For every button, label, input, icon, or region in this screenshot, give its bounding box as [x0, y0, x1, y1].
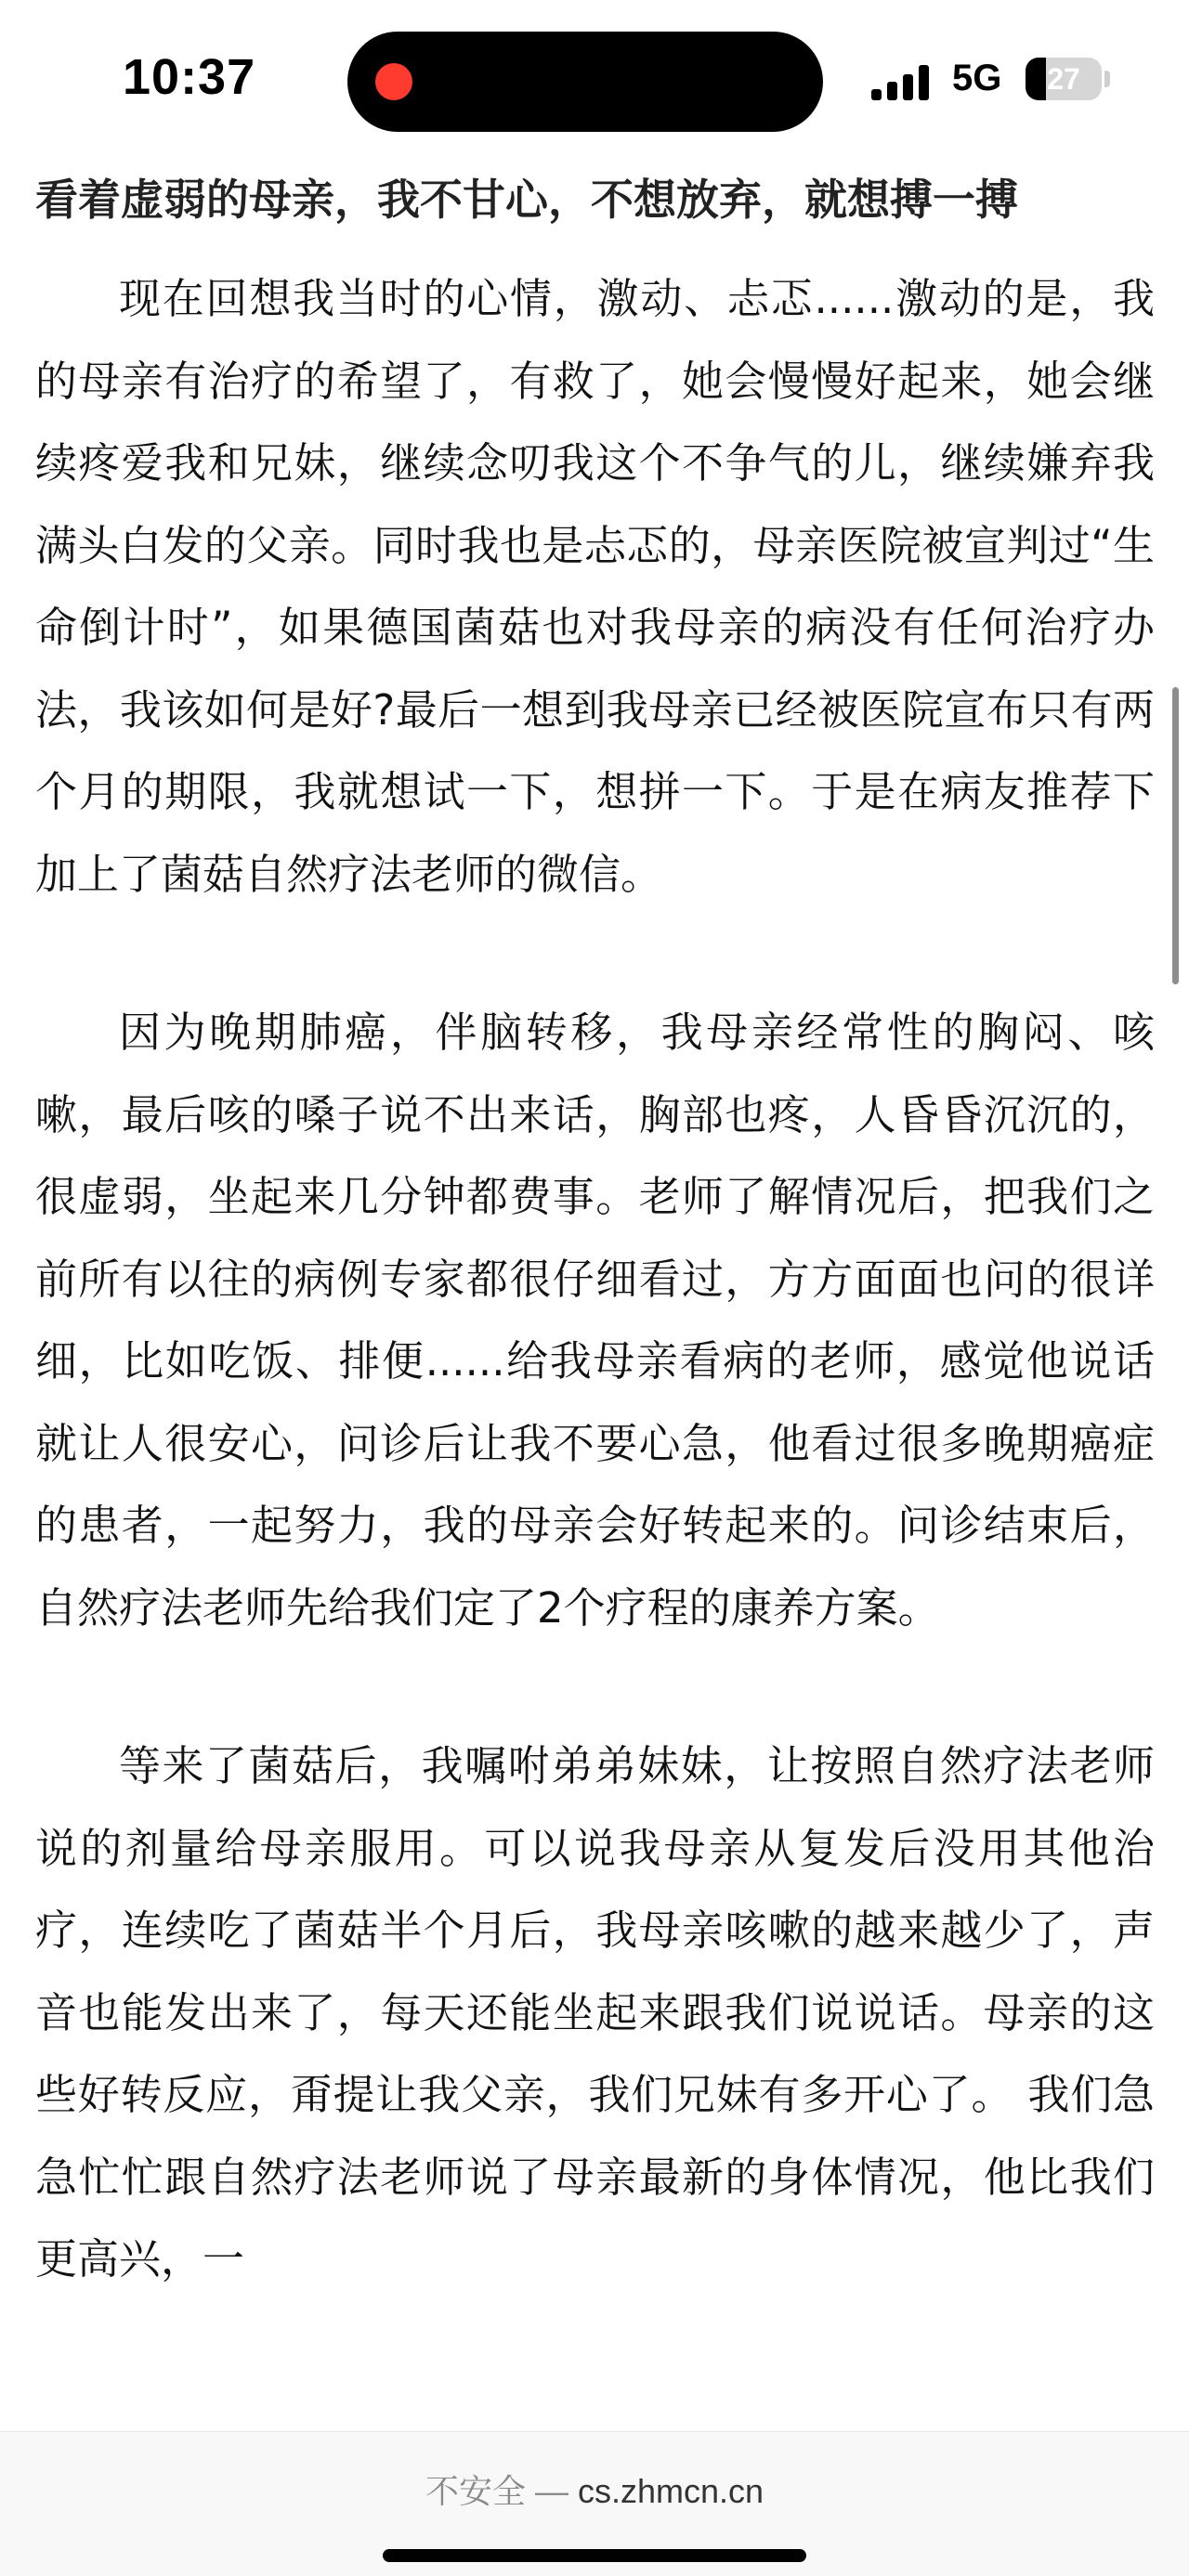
- status-time: 10:37: [123, 49, 256, 105]
- battery-level: 27: [1047, 62, 1080, 96]
- address-bar[interactable]: [0, 2465, 1189, 2513]
- network-type-label: 5G: [952, 58, 1002, 98]
- article-content: [35, 158, 1155, 2301]
- dynamic-island[interactable]: [347, 32, 823, 132]
- battery-cap: [1104, 71, 1110, 87]
- article-heading: 看着虚弱的母亲，我不甘心，不想放弃，就想搏一搏: [35, 175, 1018, 225]
- recording-dot-icon: [375, 63, 412, 100]
- article-paragraph: 等来了菌菇后，我嘱咐弟弟妹妹，让按照自然疗法老师说的剂量给母亲服用。可以说我母亲从复发后没用其他治疗，连续吃了菌菇半个月后，我母亲咳嗽的越来越少了，声音也能发出来了，每天还能坐起来跟我们说说话。母亲的这些好转反应，甭提让我父亲，我们兄妹有多开心了。 我们急急忙忙跟自然疗法老师说了母亲最新的身体情况，他比我们更高兴，一: [35, 1741, 1155, 2283]
- home-indicator[interactable]: [383, 2549, 806, 2562]
- status-bar: [0, 0, 1189, 149]
- security-label: 不安全: [425, 2472, 526, 2510]
- article-paragraph: 因为晚期肺癌，伴脑转移，我母亲经常性的胸闷、咳嗽，最后咳的嗓子说不出来话，胸部也疼，人昏昏沉沉的，很虚弱，坐起来几分钟都费事。老师了解情况后，把我们之前所有以往的病例专家都很仔细看过，方方面面也问的很详细，比如吃饭、排便......给我母亲看病的老师，感觉他说话就让人很安心，问诊后让我不要心急，他看过很多晚期癌症的患者，一起努力，我的母亲会好转起来的。问诊结束后，自然疗法老师先给我们定了2个疗程的康养方案。: [35, 1008, 1155, 1633]
- battery-icon: [1026, 58, 1102, 100]
- signal-bars-icon: [871, 65, 929, 100]
- article-paragraph: 现在回想我当时的心情，激动、忐忑......激动的是，我的母亲有治疗的希望了，有救了，她会慢慢好起来，她会继续疼爱我和兄妹，继续念叨我这个不争气的儿，继续嫌弃我满头白发的父亲。同时我也是忐忑的，母亲医院被宣判过“生命倒计时”，如果德国菌菇也对我母亲的病没有任何治疗办法，我该如何是好?最后一想到我母亲已经被医院宣布只有两个月的期限，我就想试一下，想拼一下。于是在病友推荐下加上了菌菇自然疗法老师的微信。: [35, 274, 1155, 899]
- url-text: cs.zhmcn.cn: [577, 2472, 764, 2510]
- url-separator: —: [525, 2472, 578, 2510]
- scroll-indicator[interactable]: [1172, 687, 1179, 984]
- browser-bottom-bar: [0, 2431, 1189, 2576]
